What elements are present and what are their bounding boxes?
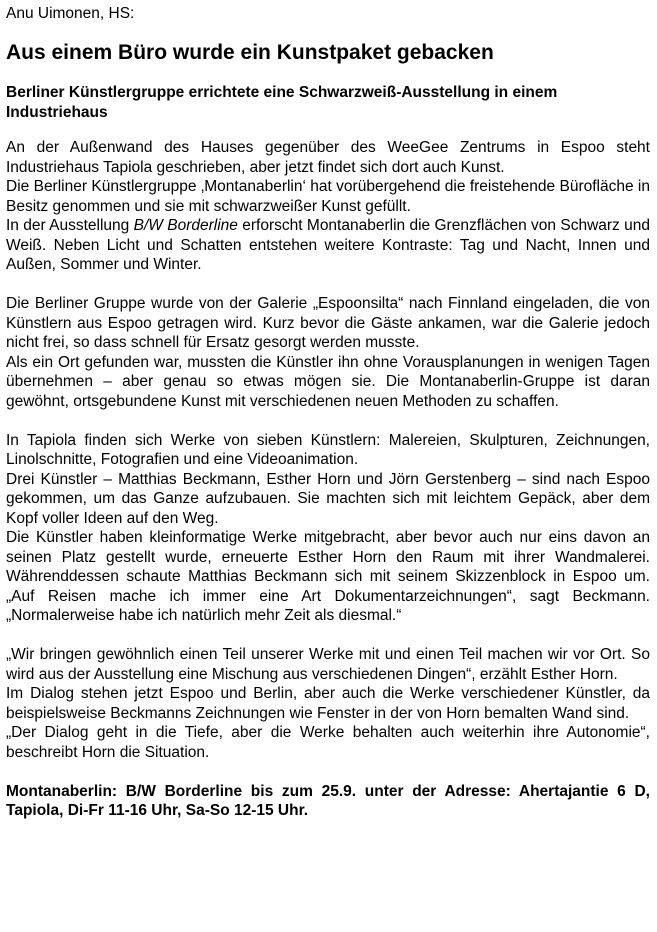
- article-subtitle: Berliner Künstlergruppe errichtete eine Schwarzweiß-Ausstellung in einem Industriehaus: [6, 84, 558, 121]
- paragraph-gap: [6, 762, 650, 782]
- exhibition-info: Montanaberlin: B/W Borderline bis zum 25.9. unter der Adresse: Ahertajantie 6 D, Tapiola, Di-Fr 11-16 Uhr, Sa-So 12-15 Uhr.: [6, 782, 650, 819]
- paragraph: „Wir bringen gewöhnlich einen Teil unserer Werke mit und einen Teil machen wir vor Ort. So wird aus der Ausstellung eine Mischung aus verschiedenen Dingen“, erzählt Esther Horn.: [6, 646, 650, 683]
- paragraph: Drei Künstler – Matthias Beckmann, Esther Horn und Jörn Gerstenberg – sind nach Espoo gekommen, um das Ganze aufzubauen. Sie machten sich mit leichtem Gepäck, aber dem Kopf voller Ideen auf den Weg.: [6, 470, 650, 527]
- paragraph-gap: [6, 411, 650, 431]
- paragraph-exhibition: [6, 216, 650, 275]
- paragraph-text: In der Ausstellung: [6, 217, 134, 234]
- paragraph: Die Berliner Künstlergruppe ‚Montanaberlin‘ hat vorübergehend die freistehende Bürofläche in Besitz genommen und sie mit schwarzweißer Kunst gefüllt.: [6, 178, 650, 215]
- author-line: Anu Uimonen, HS:: [6, 5, 135, 22]
- article-title: Aus einem Büro wurde ein Kunstpaket gebacken: [6, 41, 494, 64]
- paragraph-gap: [6, 275, 650, 295]
- paragraph: An der Außenwand des Hauses gegenüber des WeeGee Zentrums in Espoo steht Industriehaus Tapiola geschrieben, aber jetzt findet sich dort auch Kunst.: [6, 139, 650, 176]
- paragraph: „Der Dialog geht in die Tiefe, aber die Werke behalten auch weiterhin ihre Autonomie“, beschreibt Horn die Situation.: [6, 724, 650, 761]
- paragraph: Im Dialog stehen jetzt Espoo und Berlin, aber auch die Werke verschiedener Künstler, da beispielsweise Beckmanns Zeichnungen wie Fenster in der von Horn bemalten Wand sind.: [6, 685, 650, 722]
- exhibition-title: B/W Borderline: [133, 217, 238, 234]
- paragraph: Die Künstler haben kleinformatige Werke mitgebracht, aber bevor auch nur eins davon an seinen Platz gestellt wurde, erneuerte Esther Horn den Raum mit ihrer Wandmalerei. Währenddessen schaute Matthias Beckmann sich mit seinem Skizzenblock in Espoo um. „Auf Reisen mache ich immer eine Art Dokumentarzeichnungen“, sagt Beckmann. „Normalerweise habe ich natürlich mehr Zeit als diesmal.“: [6, 529, 650, 624]
- paragraph-text: erforscht Montanaberlin die Grenzflächen von Schwarz und Weiß. Neben Licht und Schatten entstehen weitere Kontraste: Tag und Nacht, Innen und Außen, Sommer und Winter.: [6, 217, 651, 273]
- paragraph: Als ein Ort gefunden war, mussten die Künstler ihn ohne Vorausplanungen in wenigen Tagen übernehmen – aber genau so etwas mögen sie. Die Montanaberlin-Gruppe ist daran gewöhnt, ortsgebundene Kunst mit verschiedenen neuen Methoden zu schaffen.: [6, 353, 650, 410]
- paragraph: In Tapiola finden sich Werke von sieben Künstlern: Malereien, Skulpturen, Zeichnungen, Linolschnitte, Fotografien und eine Videoanimation.: [6, 431, 650, 468]
- paragraph: Die Berliner Gruppe wurde von der Galerie „Espoonsilta“ nach Finnland eingeladen, die von Künstlern aus Espoo getragen wird. Kurz bevor die Gäste ankamen, war die Galerie jedoch nicht frei, so dass schnell für Ersatz gesorgt werden musste.: [6, 295, 650, 351]
- paragraph-gap: [6, 626, 650, 646]
